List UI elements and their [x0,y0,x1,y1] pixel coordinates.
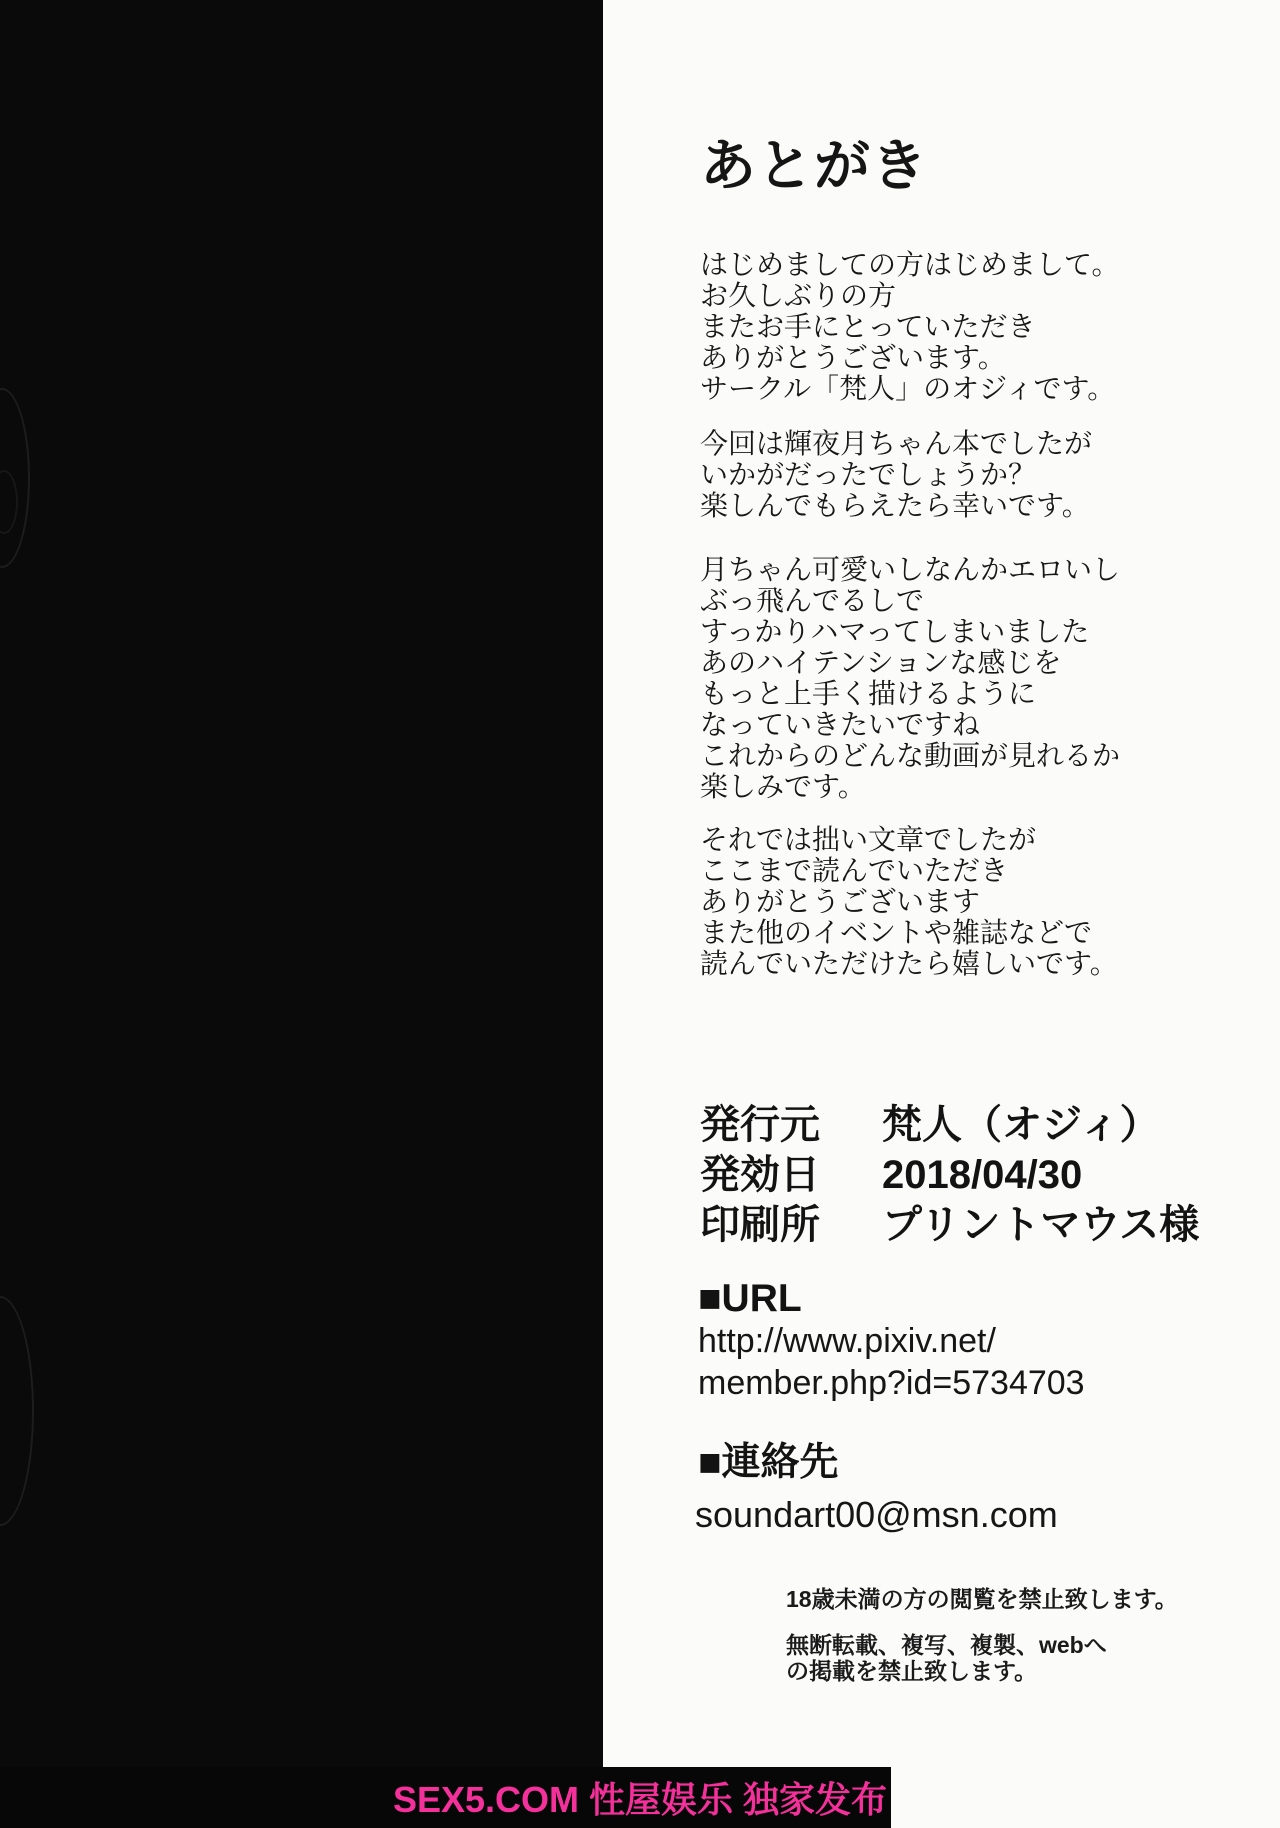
afterword-line: 楽しんでもらえたら幸いです。 [700,490,1090,521]
no-reproduction-notice [786,1632,1107,1684]
watermark-text: SEX5.COM 性屋娱乐 独家发布 [392,1779,887,1820]
page-title: あとがき [700,134,928,197]
afterword-line: またお手にとっていただき [700,311,1036,342]
afterword-line: ここまで読んでいただき [700,855,1009,886]
afterword-body [700,249,1120,979]
afterword-line: 今回は輝夜月ちゃん本でしたが [700,428,1093,459]
pixiv-url [698,1320,1085,1404]
colophon-row-publisher [700,1100,1199,1150]
afterword-paragraph-2 [700,428,1120,521]
scan-spine-artifact [0,1296,34,1526]
afterword-line: 楽しみです。 [700,771,866,802]
colophon [700,1100,1199,1250]
no-reproduction-line-1: 無断転載、複写、複製、webへ [786,1632,1107,1658]
afterword-line: なっていきたいですね [700,709,981,740]
afterword-line: 月ちゃん可愛いしなんかエロいし [700,554,1121,585]
afterword-line: すっかりハマってしまいました [700,616,1090,647]
printer-label: 印刷所 [700,1203,820,1247]
url-line-1: http://www.pixiv.net/ [698,1322,996,1360]
watermark-bar [0,1767,891,1828]
no-reproduction-line-2: の掲載を禁止致します。 [786,1658,1038,1684]
afterword-line: また他のイベントや雑誌などで [700,917,1093,948]
afterword-line: ぶっ飛んでるしで [700,585,925,616]
colophon-row-date [700,1150,1199,1200]
afterword-line: ありがとうございます。 [700,342,1006,373]
publisher-value: 梵人（オジィ） [882,1103,1160,1147]
afterword-line: はじめましての方はじめまして。 [700,249,1120,280]
issue-date-label: 発効日 [700,1153,820,1197]
afterword-line: 読んでいただけたら嬉しいです。 [700,948,1118,979]
afterword-line: もっと上手く描けるように [700,678,1037,709]
contact-section-heading: ■連絡先 [698,1441,839,1484]
printer-value: プリントマウス様 [882,1203,1200,1247]
afterword-line: いかがだったでしょうか？ [700,459,1037,490]
publisher-label: 発行元 [700,1103,820,1147]
url-line-2: member.php?id=5734703 [698,1364,1085,1402]
afterword-paragraph-1 [700,249,1120,404]
issue-date-value: 2018/04/30 [882,1153,1083,1197]
afterword-line: お久しぶりの方 [700,280,897,311]
url-section-heading: ■URL [698,1277,802,1320]
age-restriction-notice: 18歳未満の方の閲覧を禁止致します。 [786,1586,1178,1612]
afterword-line: それでは拙い文章でしたが [700,824,1037,855]
afterword-line: あのハイテンションな感じを [700,647,1062,678]
afterword-line: サークル「梵人」のオジィです。 [700,373,1116,404]
colophon-row-printer [700,1200,1199,1250]
black-left-page [0,0,603,1828]
afterword-paragraph-3 [700,554,1120,802]
afterword-line: これからのどんな動画が見れるか [700,740,1121,771]
contact-email: soundart00@msn.com [695,1494,1058,1535]
afterword-paragraph-4 [700,824,1120,979]
afterword-line: ありがとうございます [700,886,981,917]
